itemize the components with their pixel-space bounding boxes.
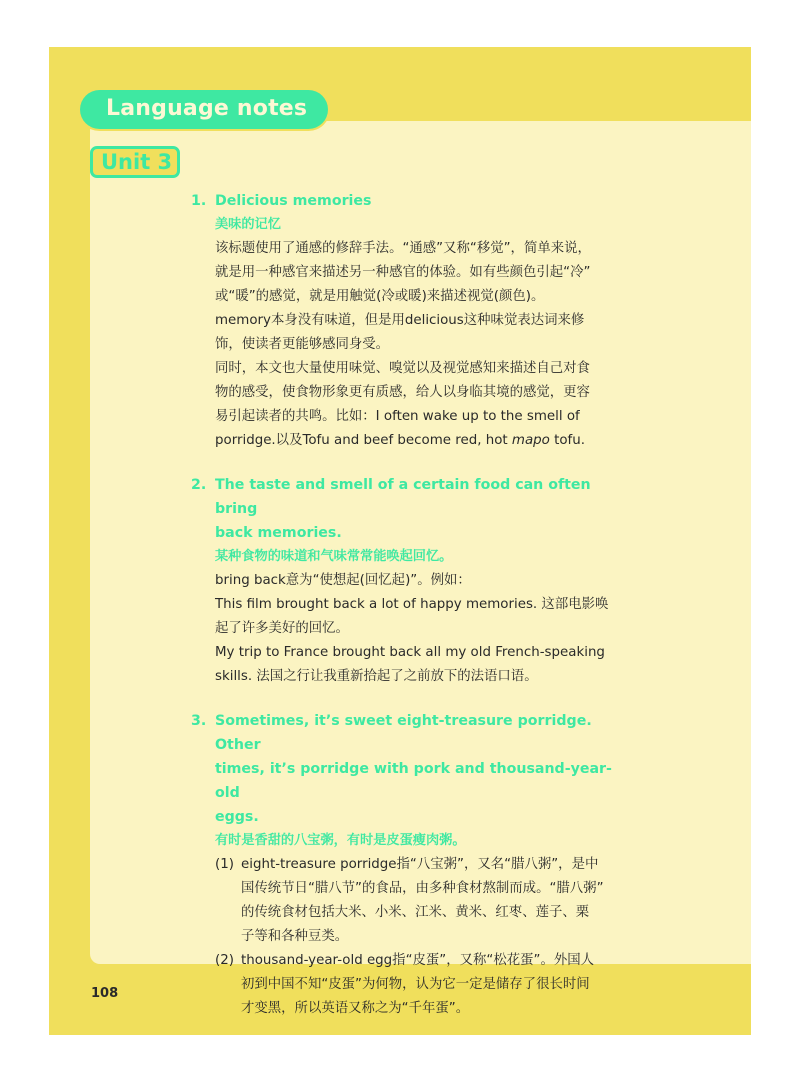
note-title-cn: 有时是香甜的八宝粥，有时是皮蛋瘦肉粥。	[215, 833, 466, 848]
note-body-line: 就是用一种感官来描述另一种感官的体验。如有些颜色引起“冷”	[215, 265, 591, 280]
sub-note-item	[215, 853, 626, 949]
note-number: 2.	[191, 477, 207, 493]
sub-note-line: 初到中国不知“皮蛋”为何物，认为它一定是储存了很长时间	[241, 977, 590, 992]
note-number: 3.	[191, 713, 207, 729]
note-number: 1.	[191, 193, 207, 209]
note-title: times, it’s porridge with pork and thousand-year-old	[215, 761, 612, 801]
note-body-line: 饰，使读者更能够感同身受。	[215, 337, 390, 352]
sub-note-number: (2)	[215, 953, 234, 968]
note-body-line: This film brought back a lot of happy memories. 这部电影唤	[215, 597, 609, 612]
note-body-text: tofu.	[549, 433, 586, 448]
note-title: The taste and smell of a certain food can often bring	[215, 477, 591, 517]
note-body-text: porridge.以及Tofu and beef become red, hot	[215, 433, 512, 448]
note-body-line: 起了许多美好的回忆。	[215, 621, 349, 636]
note-title-cn: 美味的记忆	[215, 217, 281, 232]
page-number: 108	[91, 986, 119, 1001]
sub-note-line: 才变黑，所以英语又称之为“千年蛋”。	[241, 1001, 470, 1016]
sub-note-line: 子等和各种豆类。	[241, 929, 349, 944]
sub-note-line: 的传统食材包括大米、小米、江米、黄米、红枣、莲子、栗	[241, 905, 590, 920]
note-body-line: 该标题使用了通感的修辞手法。“通感”又称“移觉”，简单来说，	[215, 241, 591, 256]
note-body-line: 同时，本文也大量使用味觉、嗅觉以及视觉感知来描述自己对食	[215, 361, 590, 376]
note-body-line	[215, 429, 626, 453]
note-body-italic: mapo	[511, 433, 550, 448]
unit-badge	[90, 146, 180, 178]
note-item	[191, 189, 626, 453]
note-item	[191, 473, 626, 689]
note-title-cn: 某种食物的味道和气味常常能唤起回忆。	[215, 549, 453, 564]
note-body-line: memory本身没有味道，但是用delicious这种味觉表达词来修	[215, 313, 585, 328]
sub-note-line: thousand-year-old egg指“皮蛋”，又称“松花蛋”。外国人	[241, 953, 595, 968]
sub-note-number: (1)	[215, 857, 234, 872]
note-body-line: My trip to France brought back all my old French-speaking	[215, 645, 605, 660]
note-body-line: bring back意为“使想起(回忆起)”。例如：	[215, 573, 471, 588]
sub-note-line: eight-treasure porridge指“八宝粥”，又名“腊八粥”，是中	[241, 857, 599, 872]
sub-note-line: 国传统节日“腊八节”的食品，由多种食材熬制而成。“腊八粥”	[241, 881, 604, 896]
note-title: Sometimes, it’s sweet eight-treasure porridge. Other	[215, 713, 592, 753]
notes-list	[191, 189, 626, 1021]
note-title: Delicious memories	[215, 193, 372, 209]
sub-note-item	[215, 949, 626, 1021]
note-body-line: 物的感受，使食物形象更有质感，给人以身临其境的感觉，更容	[215, 385, 590, 400]
note-body-line: 或“暖”的感觉，就是用触觉(冷或暖)来描述视觉(颜色)。	[215, 289, 545, 304]
note-item	[191, 709, 626, 1021]
note-body-line: skills. 法国之行让我重新拾起了之前放下的法语口语。	[215, 669, 538, 684]
note-title: eggs.	[215, 809, 259, 825]
section-banner	[80, 90, 328, 129]
note-body-line: 易引起读者的共鸣。比如：I often wake up to the smell of	[215, 409, 580, 424]
unit-label: Unit 3	[101, 150, 173, 174]
note-title: back memories.	[215, 525, 342, 541]
section-title: Language notes	[106, 96, 308, 121]
